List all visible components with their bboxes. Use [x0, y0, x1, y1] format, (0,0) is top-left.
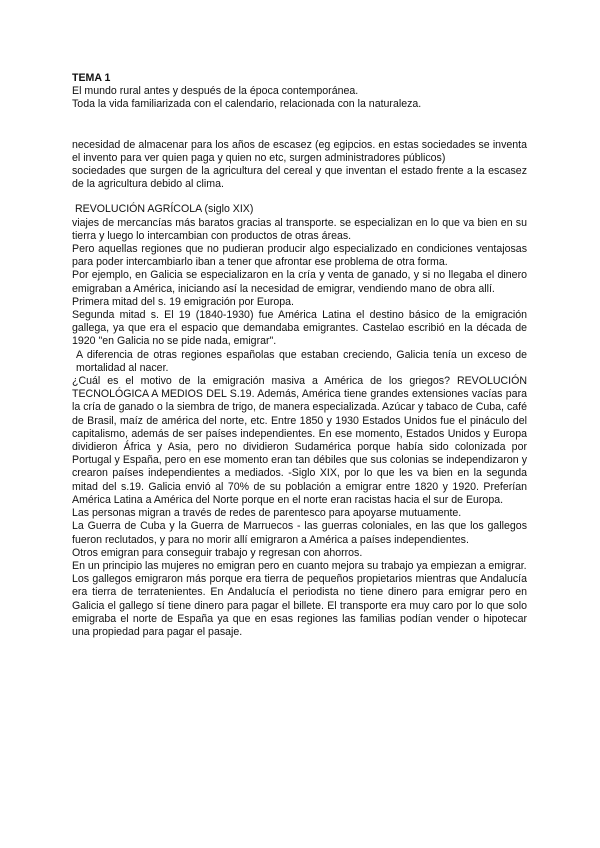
paragraph-1: viajes de mercancías más baratos gracias al transporte. se especializan en lo que va bien en su tierra y luego lo intercambian con productos de otras áreas.	[72, 216, 527, 242]
paragraph-8: Las personas migran a través de redes de parentesco para apoyarse mutuamente.	[72, 507, 462, 520]
spacer	[72, 191, 527, 203]
paragraph-10: Otros emigran para conseguir trabajo y regresan con ahorros.	[72, 546, 363, 559]
paragraph-7: ¿Cuál es el motivo de la emigración masiva a América de los griegos? REVOLUCIÓN TECNOLÓGICA A MEDIOS DEL S.19. Además, América tiene grandes extensiones vacías para la cría de ganado o la siembra de trigo, de manera especializada. Azúcar y tabaco de Cuba, café de Brasil, maíz de américa del norte, etc. Entre 1850 y 1930 Estados Unidos fue el pináculo del capitalismo, además de ser países independientes. En ese momento, Estados Unidos y Europa dividieron África y Asia, pero no dividieron Sudamérica porque había sido colonizada por Portugal y España, pero en ese momento eran tan débiles que sus colonias se independizaron y crearon países independientes a mediados. -Siglo XIX, por lo que les va bien en la segunda mitad del s.19. Galicia envió al 70% de su población a emigrar entre 1820 y 1920. Preferían América Latina a América del Norte porque en el norte eran racistas hacia el sur de Europa.	[72, 375, 527, 506]
intro-line-2: Toda la vida familiarizada con el calendario, relacionada con la naturaleza.	[72, 98, 422, 111]
section-heading: REVOLUCIÓN AGRÍCOLA (siglo XIX)	[75, 203, 254, 216]
paragraph-2: Pero aquellas regiones que no pudieran producir algo especializado en condiciones ventajosas para poder intercambiarlo iban a tener que afrontar ese problema de otra forma.	[72, 243, 527, 269]
document-title: TEMA 1	[72, 72, 111, 84]
document-page	[72, 72, 527, 639]
intro-line-1: El mundo rural antes y después de la época contemporánea.	[72, 85, 359, 98]
paragraph-storage: necesidad de almacenar para los años de escasez (eg egipcios. en estas sociedades se inventa el invento para ver quien paga y quien no etc, surgen administradores públicos)	[72, 138, 527, 164]
paragraph-4: Primera mitad del s. 19 emigración por Europa.	[72, 295, 294, 308]
paragraph-state: sociedades que surgen de la agricultura del cereal y que inventan el estado frente a la escasez de la agricultura debido al clima.	[72, 165, 527, 191]
paragraph-5: Segunda mitad s. El 19 (1840-1930) fue América Latina el destino básico de la emigración gallega, ya que era el espacio que demandaba emigrantes. Castelao escribió en la década de 1920 "en Galicia no se pide nada, emigrar".	[72, 309, 527, 348]
paragraph-6: A diferencia de otras regiones españolas que estaban creciendo, Galicia tenía un exceso de mortalidad al nacer.	[76, 348, 527, 374]
paragraph-12: Los gallegos emigraron más porque era tierra de pequeños propietarios mientras que Andalucía era tierra de terratenientes. En Andalucía el periodista no tiene dinero para emigrar pero en Galicia el gallego sí tiene dinero para pagar el billete. El transporte era muy caro por lo que solo emigraba el norte de España ya que en esas regiones las familias podían vender o hipotecar una propiedad para pagar el pasaje.	[72, 573, 527, 638]
spacer	[72, 112, 527, 139]
paragraph-11: En un principio las mujeres no emigran pero en cuanto mejora su trabajo ya empiezan a emigrar.	[72, 559, 527, 572]
paragraph-3: Por ejemplo, en Galicia se especializaron en la cría y venta de ganado, y si no llegaba el dinero emigraban a América, iniciando así la necesidad de emigrar, vendiendo mano de obra allí.	[72, 269, 527, 295]
paragraph-9: La Guerra de Cuba y la Guerra de Marruecos - las guerras coloniales, en las que los gallegos fueron reclutados, y para no morir allí emigraron a América a países independientes.	[72, 520, 527, 546]
